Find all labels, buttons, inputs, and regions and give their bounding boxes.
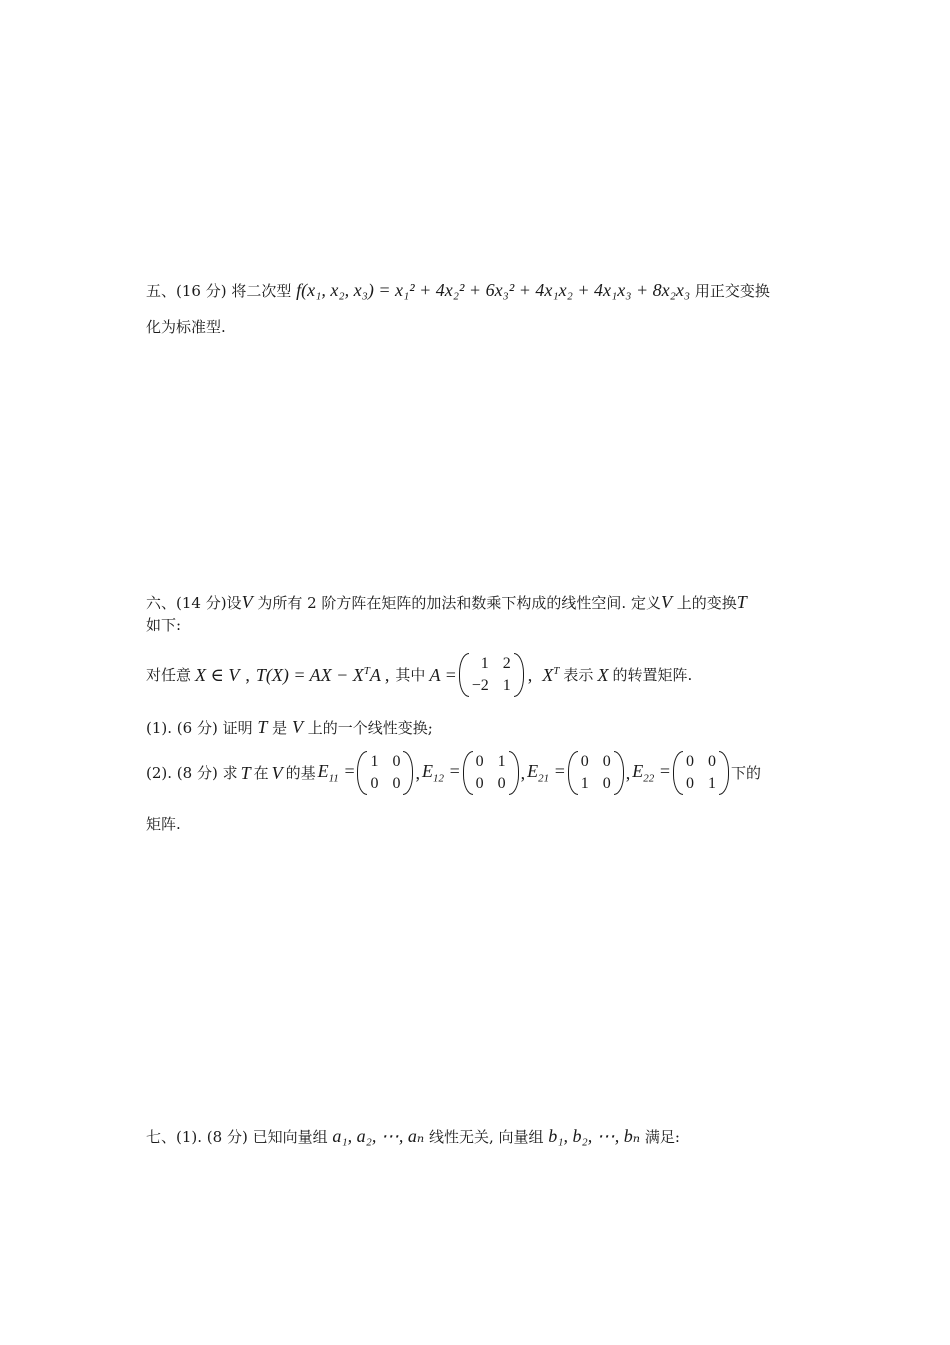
q7-vec-b: b₁, b₂, ⋯, bₙ [548,1126,641,1146]
matrix-cell: 1 [497,753,506,770]
q7-mid: 线性无关, 向量组 [428,1128,544,1146]
q6-part2 [146,748,761,798]
matrix-cell: 0 [602,775,611,792]
matrix-cell: 0 [685,775,694,792]
q6-p1-tail: 上的一个线性变换; [307,719,433,737]
matrix-cell: 0 [580,753,589,770]
q6-p1-label: (1). (6 分) 证明 [146,719,253,737]
math-E12-eq: $E_{12}$ = [421,760,461,785]
math-TX-def: T(X) = AX − $X^TA$ [255,665,381,685]
q6-p2-label: (2). (8 分) 求 [146,763,238,782]
q5-label: 五、(16 分) 将二次型 [146,282,292,300]
matrix-cell: 0 [475,753,484,770]
math-V: V [660,592,672,612]
matrix-cell: −2 [471,677,489,694]
math-comma: , [625,763,631,783]
q5-tail: 用正交变换 [694,282,770,300]
matrix-E11 [357,751,413,795]
matrix-cell: 1 [707,775,716,792]
q5-line1 [146,281,770,299]
q6-prefix: 六、(14 分)设 [146,594,242,612]
matrix-cell: 0 [392,753,401,770]
math-comma: , [415,763,420,783]
math-V: V [271,763,283,783]
matrix-cell: 0 [685,753,694,770]
math-comma: , [384,665,390,685]
math-A-eq: A = [429,665,457,685]
q6-line1 [146,593,747,611]
q6-line2: 如下: [146,616,182,634]
math-comma: , [520,763,526,783]
math-comma: , [245,665,250,685]
q7-line1 [146,1127,680,1145]
matrix-cell: 0 [602,753,611,770]
math-E21-eq: $E_{21}$ = [527,760,566,785]
matrix-E12 [463,751,519,795]
matrix-cell: 1 [370,753,379,770]
q7-vec-a: a₁, a₂, ⋯, aₙ [332,1126,425,1146]
math-XT: $X^T$ [542,665,560,685]
q6-line3-c: 表示 [563,665,594,684]
matrix-cell: 1 [480,655,489,672]
matrix-cell: 0 [475,775,484,792]
q6-line3-b: 其中 [395,665,426,684]
math-T: T [736,592,747,612]
math-X-in-V: X ∈ V [195,665,240,685]
q6-p2-tail: 的基 [285,763,316,782]
q6-p1-mid: 是 [272,719,288,737]
q6-part2-line2: 矩阵. [146,815,181,833]
matrix-cell: 0 [707,753,716,770]
matrix-E22 [673,751,729,795]
q6-part1 [146,718,433,736]
matrix-cell: 0 [392,775,401,792]
q6-p2-end: 下的 [730,763,761,782]
q5-line2: 化为标准型. [146,318,226,336]
q6-p2-mid: 在 [253,763,269,782]
matrix-cell: 1 [502,677,511,694]
math-V: V [241,592,253,612]
matrix-cell: 2 [502,655,511,672]
matrix-E21 [568,751,624,795]
q6-line3-a: 对任意 [146,665,192,684]
math-V: V [291,717,303,737]
q7-tail: 满足: [644,1128,680,1146]
q6-text2: 上的变换 [676,594,737,612]
q5-formula: f(x₁, x₂, x₃) = x₁² + 4x₂² + 6x₃² + 4x₁x₂ + 4x₁x₃ + 8x₂x₃ [296,280,691,300]
math-T: T [240,763,251,783]
math-E11-eq: $E_{11}$ = [317,760,356,785]
math-T: T [257,717,268,737]
matrix-cell: 1 [580,775,589,792]
math-comma: , [527,665,533,685]
matrix-A [459,653,524,697]
math-X: X [597,665,609,685]
q6-line3 [146,650,692,700]
q7-label: 七、(1). (8 分) 已知向量组 [146,1128,328,1146]
matrix-cell: 0 [497,775,506,792]
matrix-cell: 0 [370,775,379,792]
math-E22-eq: $E_{22}$ = [632,760,671,785]
q6-line3-d: 的转置矩阵. [612,665,693,684]
q6-text1: 为所有 2 阶方阵在矩阵的加法和数乘下构成的线性空间. 定义 [257,594,661,612]
